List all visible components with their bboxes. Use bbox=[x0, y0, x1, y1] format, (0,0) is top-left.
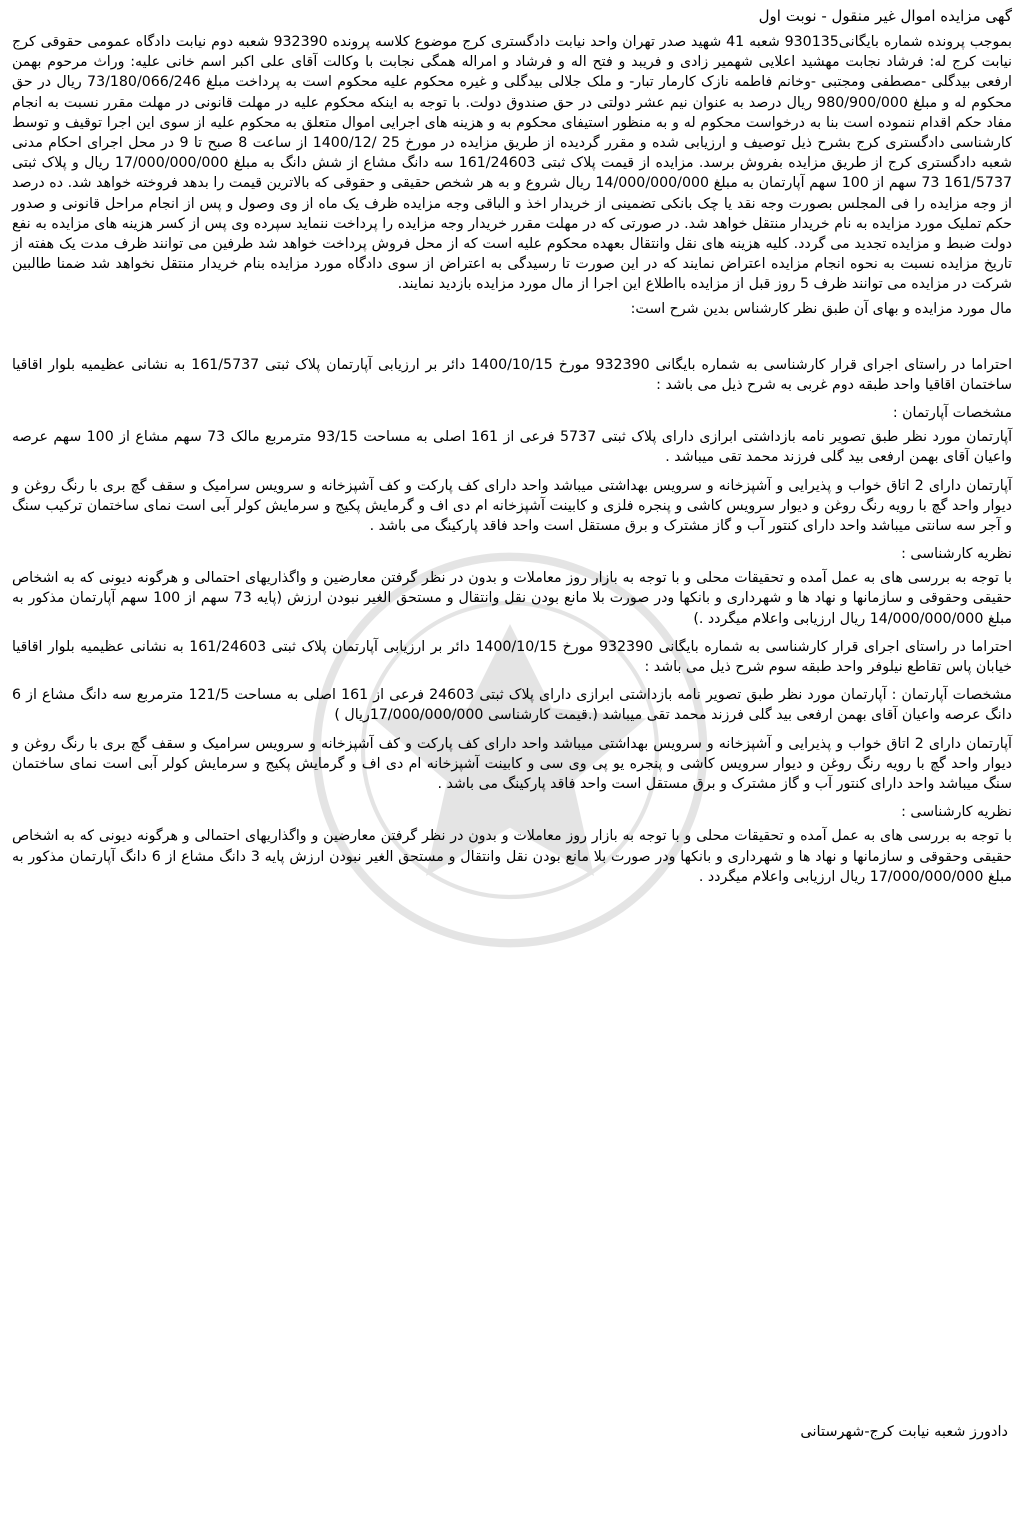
appraisal-intro: احتراما در راستای اجرای قرار کارشناسی به شماره بایگانی 932390 مورخ 1400/10/15 دائر بر ارزیابی آپارتمان پلاک ثبتی 161/5737 به نشانی عظیمیه بلوار اقاقیا ساختمان اقاقیا واحد طبقه دوم غربی به شرح ذیل می باشد : bbox=[12, 356, 1013, 394]
intro-paragraph: بموجب پرونده شماره بایگانی930135 شعبه 41 شهید صدر تهران واحد نیابت دادگستری کرج موضوع کلاسه پرونده 932390 شعبه دوم نیابت دادگاه عمومی حقوقی کرج نیابت کرج له: فرشاد نجابت مهشید اعلایی شهمیر زادی و فریبد و فتح اله و فرشاد و امراله همگی نجابت با وکالت آقای علی اکبر اسم خانی علیه: وراث مرحوم بهمن ارفعی بیدگلی -مصطفی ومجتبی -وخانم فاطمه نازک کارمار تبار- و ملک جلالی بیدگلی و غیره محکوم علیه محکوم است به پرداخت مبلغ 73/180/066/246 ریال در حق محکوم له و مبلغ 980/900/000 ریال درصد به عنوان نیم عشر دولتی در حق صندوق دولت. با توجه به اینکه محکوم علیه در مهلت قانونی در مهلت مقرر نسبت به انجام مفاد حکم اقدام ننموده است بنا به درخواست محکوم له و به منظور استیفای محکوم به و هزینه های اجرایی اموال متعلق به محکوم علیه از سوی این اجرا توقیف و توسط کارشناسی دادگستری کرج بشرح ذیل توصیف و ارزیابی شده و مقرر گردیده از طریق مزایده در مورخ 25 /1400/12 از ساعت 8 صبح تا 9 در محل اجرای احکام مدنی شعبه دادگستری کرج از طریق مزایده بفروش برسد. مزایده از قیمت پلاک ثبتی 161/24603 سه دانگ مشاع از شش دانگ به مبلغ 17/000/000/000 ریال و پلاک ثبتی 161/5737 73 سهم از 100 سهم آپارتمان به مبلغ 14/000/000/000 ریال شروع و به هر شخص حقیقی و حقوقی که بالاترین قیمت را بدهد فروخته خواهد شد. ده درصد از وجه مزایده را فی المجلس بصورت وجه نقد یا چک بانکی تضمینی از خریدار اخذ و الباقی وجه مزایده ظرف یک ماه از وی وصول و پس از انجام مراحل قانونی و صدور حکم تملیک مورد مزایده به نام خریدار منتقل خواهد شد. در صورتی که در مهلت مقرر خریدار وجه مزایده را پرداخت ننماید سپرده وی پس از کسر هزینه های مزایده به نفع دولت ضبط و مزایده تجدید می گردد. کلیه هزینه های نقل وانتقال بعهده محکوم علیه است که از محل فروش پرداخت خواهد شد طرفین می توانند ظرف مدت یک هفته از تاریخ مزایده نسبت به نحوه انجام مزایده اعتراض نمایند که در این صورت تا رسیدگی به اعتراض از سوی دادگاه مورد مزایده بنام خریدار منتقل نخواهد شد ضمنا طالبین شرکت در مزایده می توانند ظرف 5 روز قبل از مزایده بااطلاع این اجرا از مال مورد مزایده بازدید نمایند. bbox=[12, 34, 1013, 293]
expert-opinion: با توجه به بررسی های به عمل آمده و تحقیقات محلی و با توجه به بازار روز معاملات و بدون در نظر گرفتن معارضین و واگذاریهای احتمالی و هرگونه دیونی که به اشخاص حقیقی وحقوقی و سازمانها و نهاد ها و شهرداری و بانکها ودر صورت بلا مانع بودن نقل وانتقال و مستحق الغیر نبودن ارزش پایه 3 دانگ مشاع از 6 دانگ آپارتمان مذکور به مبلغ 17/000/000/000 ریال ارزیابی واعلام میگردد . bbox=[12, 828, 1012, 885]
opinion-heading: نظریه کارشناسی : bbox=[901, 804, 1012, 821]
specs-text: مشخصات آپارتمان : آپارتمان مورد نظر طبق تصویر نامه بازداشتی ابرازی دارای پلاک ثبتی 24603 فرعی از 161 اصلی به مساحت 121/5 مترمربع سه دانگ مشاع از 6 دانگ عرصه واعیان آقای بهمن ارفعی بید گلی فرزند محمد تقی میباشد (.قیمت کارشناسی 17/000/000/000ریال ) bbox=[12, 687, 1012, 724]
signature-line: دادورز شعبه نیابت کرج-شهرستانی bbox=[800, 1424, 1008, 1440]
notice-title: گهی مزایده اموال غیر منقول - نوبت اول bbox=[758, 7, 1012, 25]
appraisal-intro: احتراما در راستای اجرای قرار کارشناسی به شماره بایگانی 932390 مورخ 1400/10/15 دائر بر ارزیابی آپارتمان پلاک ثبتی 161/24603 به نشانی عظیمیه بلوار اقاقیا خیابان پاس تقاطع نیلوفر واحد طبقه سوم شرح ذیل می باشد : bbox=[12, 638, 1013, 676]
opinion-heading: نظریه کارشناسی : bbox=[901, 546, 1012, 563]
specs-heading: مشخصات آپارتمان : bbox=[892, 405, 1012, 422]
specs-text: آپارتمان مورد نظر طبق تصویر نامه بازداشتی ابرازی دارای پلاک ثبتی 5737 فرعی از 161 اصلی به مساحت 93/15 مترمربع مالک 73 سهم مشاع از 100 سهم عرصه واعیان آقای بهمن ارفعی بید گلی فرزند محمد تقی میباشد . bbox=[12, 429, 1013, 466]
section-spacer bbox=[12, 319, 1012, 355]
apartment-description: آپارتمان دارای 2 اتاق خواب و پذیرایی و آشپزخانه و سرویس بهداشتی میباشد واحد دارای کف پارکت و کف آشپزخانه و سرویس سرامیک و سقف گچ بری با رنگ روغن و دیوار واحد گچ با رویه رنگ روغن و دیوار سرویس کاشی و پنجره یو پی وی سی و کابینت آشپزخانه ام دی اف و گرمایش پکیج و سرمایش کولر آبی است نمای ساختمان سنگ میباشد واحد دارای کنتور آب و گاز مشترک و برق مستقل است واحد فاقد پارکینگ می باشد . bbox=[12, 735, 1012, 793]
apartment-description: آپارتمان دارای 2 اتاق خواب و پذیرایی و آشپزخانه و سرویس بهداشتی میباشد واحد دارای کف پارکت و کف آشپزخانه و سرویس سرامیک و سقف گچ بری با رنگ روغن و دیوار واحد گچ با رویه رنگ روغن و دیوار سرویس کاشی و پنجره فلزی و کابینت آشپزخانه ام دی اف و گرمایش پکیج و سرمایش کولر آبی است نمای ساختمان ترکیب سنگ و آجر سه سانتی میباشد واحد دارای کنتور آب و گاز مشترک و برق مستقل است واحد فاقد پارکینگ می باشد . bbox=[12, 477, 1012, 535]
property-intro: مال مورد مزایده و بهای آن طبق نظر کارشناس بدین شرح است: bbox=[630, 300, 1012, 317]
appraisal-section-1 bbox=[12, 355, 1012, 629]
expert-opinion: با توجه به بررسی های به عمل آمده و تحقیقات محلی و با توجه به بازار روز معاملات و بدون در نظر گرفتن معارضین و واگذاریهای احتمالی و هرگونه دیونی که به اشخاص حقیقی وحقوقی و سازمانها و نهاد ها و شهرداری و بانکها ودر صورت بلا مانع بودن نقل وانتقال و مستحق الغیر نبودن ارزش (پایه 73 سهم از 100 سهم آپارتمان مذکور به مبلغ 14/000/000/000 ریال ارزیابی واعلام میگردد .) bbox=[12, 570, 1012, 627]
appraisal-section-2 bbox=[12, 637, 1012, 887]
